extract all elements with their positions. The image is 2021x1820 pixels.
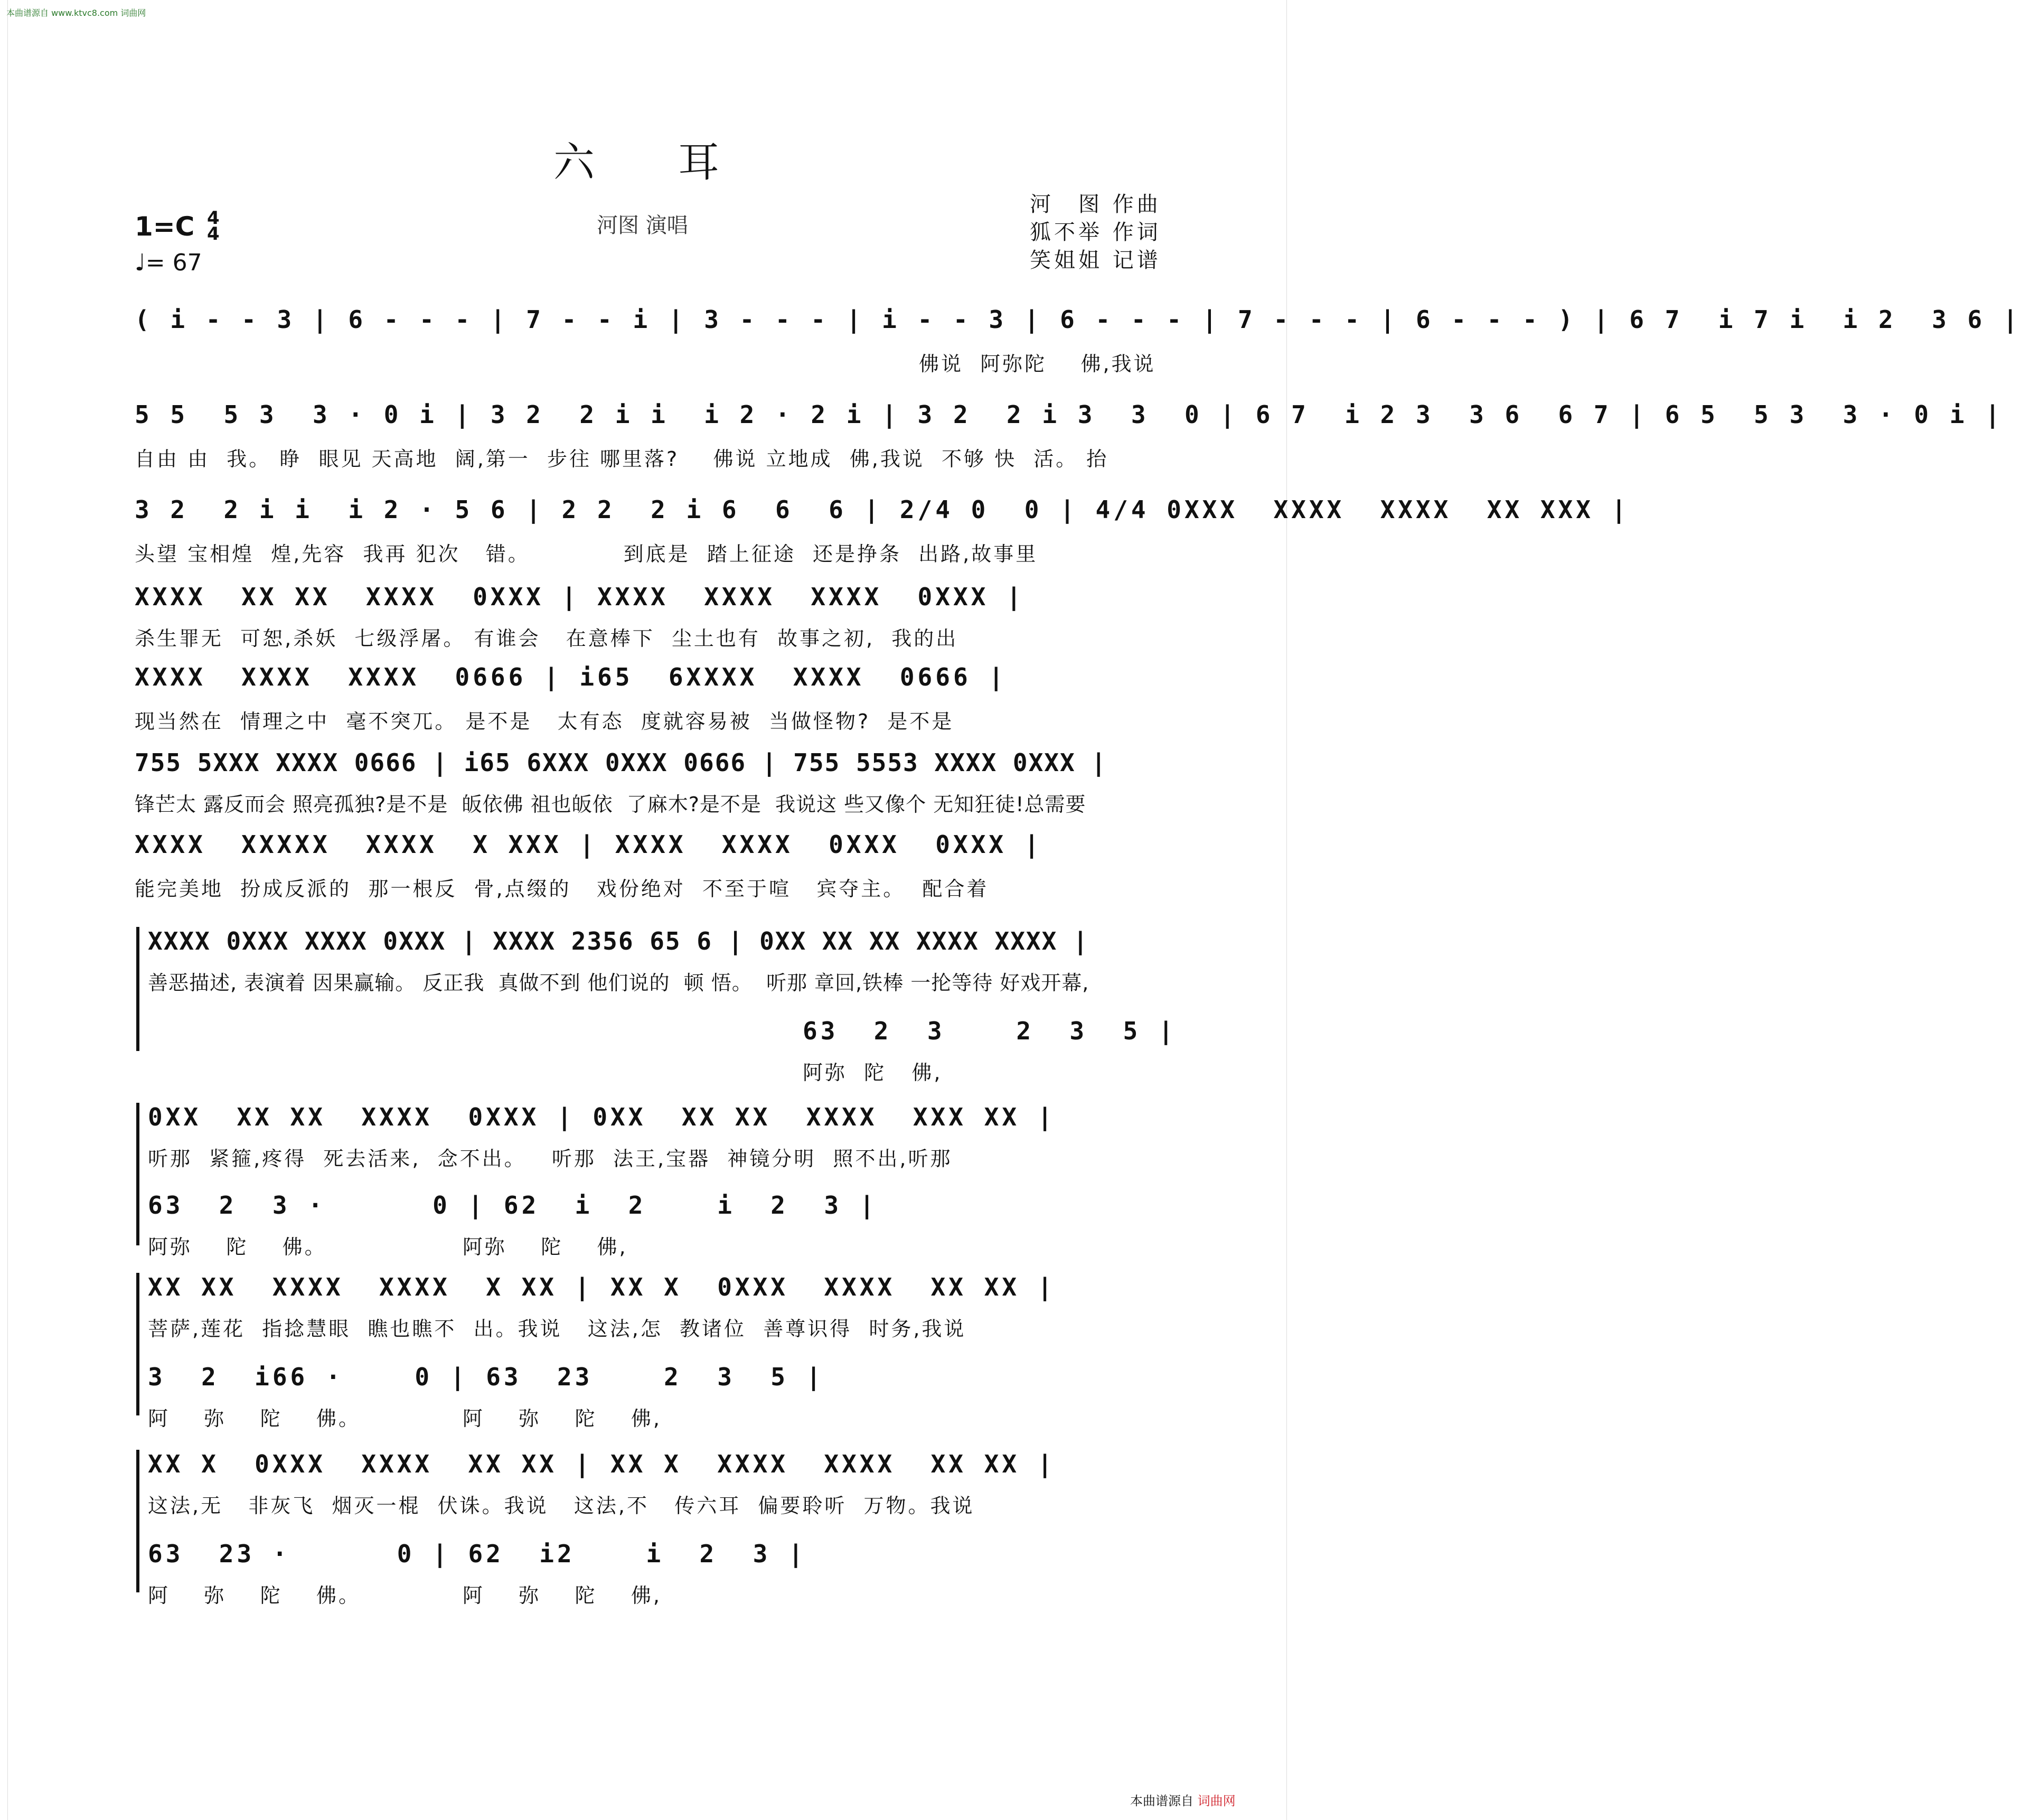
- system-8-lyrics: 善恶描述, 表演着 因果赢输。 反正我 真做不到 他们说的 顿 悟。 听那 章回,铁棒 一抡等待 好戏开幕,: [148, 971, 1089, 995]
- system-11-harmony-lyrics: 阿 弥 陀 佛。 阿 弥 陀 佛,: [148, 1584, 662, 1607]
- system-6-notes: 755 5XXX XXXX 0666 | i65 6XXX 0XXX 0666 | 755 5553 XXXX 0XXX |: [135, 748, 1107, 777]
- system-9-harmony-lyrics: 阿弥 陀 佛。 阿弥 陀 佛,: [148, 1235, 628, 1259]
- composer-credit: 河 图 作曲: [1030, 192, 1161, 217]
- source-prefix: 本曲谱源自: [1130, 1794, 1193, 1808]
- system-2-notes: 5 5 5 3 3 · 0 i | 3 2 2 i i i 2 · 2 i | 3 2 2 i 3 3 0 | 6 7 i 2 3 3 6 6 7 | 6 5 5 3 3 · 0 i |: [135, 400, 2003, 429]
- system-6-lyrics: 锋芒太 露反而会 照亮孤独?是不是 皈依佛 祖也皈依 了麻木?是不是 我说这 些又像个 无知狂徒!总需要: [135, 793, 1086, 816]
- time-signature-bottom: 4: [207, 223, 220, 245]
- transcriber-credit: 笑姐姐 记谱: [1030, 248, 1161, 273]
- system-7-lyrics: 能完美地 扮成反派的 那一根反 骨,点缀的 戏份绝对 不至于喧 宾夺主。 配合着: [135, 877, 989, 900]
- page-edge-left: [7, 0, 8, 1820]
- system-11-notes: XX X 0XXX XXXX XX XX | XX X XXXX XXXX XX XX |: [148, 1450, 1056, 1478]
- brace-system-10: [136, 1273, 139, 1415]
- tempo-mark: ♩= 67: [135, 249, 202, 276]
- lyricist-credit: 狐不举 作词: [1030, 220, 1161, 245]
- brace-system-8: [136, 927, 139, 1051]
- system-10-harmony-notes: 3 2 i66 · 0 | 63 23 2 3 5 |: [148, 1363, 824, 1391]
- system-4-notes: XXXX XX XX XXXX 0XXX | XXXX XXXX XXXX 0XXX |: [135, 583, 1024, 611]
- system-1-lyrics: 佛说 阿弥陀 佛,我说: [919, 352, 1156, 376]
- source-site: 词曲网: [1197, 1794, 1236, 1808]
- system-5-lyrics: 现当然在 情理之中 毫不突兀。 是不是 太有态 度就容易被 当做怪物? 是不是: [135, 710, 954, 733]
- system-8-harmony-lyrics: 阿弥 陀 佛,: [803, 1061, 943, 1084]
- time-signature: [207, 208, 220, 245]
- source-watermark-top: 本曲谱源自 www.ktvc8.com 词曲网: [6, 8, 146, 18]
- key-signature: 1=C: [135, 211, 195, 242]
- system-9-harmony-notes: 63 2 3 · 0 | 62 i 2 i 2 3 |: [148, 1191, 878, 1219]
- system-8-harmony-notes: 63 2 3 2 3 5 |: [803, 1017, 1177, 1045]
- system-9-lyrics: 听那 紧箍,疼得 死去活来, 念不出。 听那 法王,宝器 神镜分明 照不出,听那: [148, 1147, 953, 1170]
- page-edge-right: [1286, 0, 1287, 1820]
- song-title: 六 耳: [553, 139, 740, 186]
- system-1-notes: ( i - - 3 | 6 - - - | 7 - - i | 3 - - - | i - - 3 | 6 - - - | 7 - - - | 6 - - - ) | 6 7 i 7 i i 2 3 6 |: [135, 305, 2021, 334]
- brace-system-11: [136, 1450, 139, 1592]
- system-5-notes: XXXX XXXX XXXX 0666 | i65 6XXXX XXXX 0666 |: [135, 663, 1007, 691]
- singer-credit: 河图 演唱: [597, 213, 688, 238]
- system-4-lyrics: 杀生罪无 可恕,杀妖 七级浮屠。 有谁会 在意棒下 尘土也有 故事之初, 我的出: [135, 627, 958, 650]
- system-10-notes: XX XX XXXX XXXX X XX | XX X 0XXX XXXX XX XX |: [148, 1273, 1056, 1301]
- system-2-lyrics: 自由 由 我。 睁 眼见 天高地 阔,第一 步往 哪里落? 佛说 立地成 佛,我说 不够 快 活。 抬: [135, 447, 1109, 471]
- system-11-harmony-notes: 63 23 · 0 | 62 i2 i 2 3 |: [148, 1540, 806, 1568]
- system-9-notes: 0XX XX XX XXXX 0XXX | 0XX XX XX XXXX XXX XX |: [148, 1103, 1056, 1131]
- brace-system-9: [136, 1103, 139, 1245]
- system-3-notes: 3 2 2 i i i 2 · 5 6 | 2 2 2 i 6 6 6 | 2/4 0 0 | 4/4 0XXX XXXX XXXX XX XXX |: [135, 495, 1630, 524]
- system-3-lyrics: 头望 宝相煌 煌,先容 我再 犯次 错。 到底是 踏上征途 还是挣条 出路,故事里: [135, 542, 1038, 566]
- system-10-harmony-lyrics: 阿 弥 陀 佛。 阿 弥 陀 佛,: [148, 1407, 662, 1430]
- system-11-lyrics: 这法,无 非灰飞 烟灭一棍 伏诛。我说 这法,不 传六耳 偏要聆听 万物。我说: [148, 1494, 975, 1517]
- system-8-notes: XXXX 0XXX XXXX 0XXX | XXXX 2356 65 6 | 0XX XX XX XXXX XXXX |: [148, 927, 1089, 955]
- system-7-notes: XXXX XXXXX XXXX X XXX | XXXX XXXX 0XXX 0XXX |: [135, 830, 1042, 859]
- system-10-lyrics: 菩萨,莲花 指捻慧眼 瞧也瞧不 出。我说 这法,怎 教诸位 善尊识得 时务,我说: [148, 1317, 966, 1340]
- time-signature-top: 4: [207, 208, 220, 229]
- source-watermark-bottom: [1130, 1790, 1236, 1809]
